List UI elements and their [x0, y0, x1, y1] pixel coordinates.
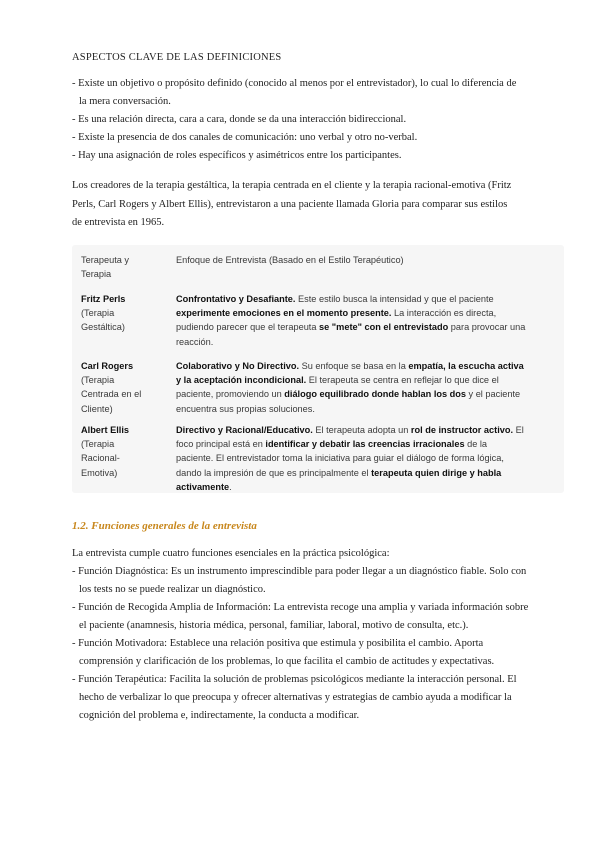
table-cell-approach — [176, 423, 560, 494]
list-item-line: comprensión y clarificación de los problemas, lo que facilita el cambio de actitudes y expectativas. — [79, 656, 495, 667]
therapy-type: (Terapia — [81, 308, 115, 319]
therapist-name: Albert Ellis — [81, 425, 129, 435]
approach-text: foco principal está en — [176, 439, 266, 450]
list-item — [72, 635, 552, 671]
list-item — [72, 599, 552, 635]
approach-bold: empatía, la escucha activa — [408, 361, 524, 371]
section-intro: La entrevista cumple cuatro funciones esenciales en la práctica psicológica: — [72, 548, 390, 559]
approach-text: paciente, promoviendo un — [176, 389, 285, 400]
approach-text: Su enfoque se basa en la — [299, 361, 409, 371]
table-cell-therapist — [81, 423, 159, 480]
list-item-line: - Función Motivadora: Establece una relación positiva que estimula y posibilita el cambio. Aporta — [72, 638, 484, 649]
therapy-type: (Terapia — [81, 439, 115, 450]
paragraph-line: Los creadores de la terapia gestáltica, la terapia centrada en el cliente y la terapia racional-emotiva (Fritz — [72, 180, 512, 191]
table-cell-approach — [176, 292, 560, 349]
therapist-name: Fritz Perls — [81, 294, 126, 304]
therapy-type: (Terapia — [81, 375, 115, 386]
approach-bold: experimente emociones en el momento presente. — [176, 308, 392, 319]
approach-bold: Directivo y Racional/Educativo. — [176, 425, 313, 435]
approach-text: La interacción es directa, — [391, 308, 497, 319]
approach-bold: diálogo equilibrado donde hablan los dos — [284, 389, 466, 400]
list-item-line: - Función Diagnóstica: Es un instrumento imprescindible para poder llegar a un diagnóstico fiable. Solo con — [72, 566, 527, 577]
therapy-type: Racional- — [81, 453, 120, 464]
table-cell-therapist — [81, 359, 159, 416]
list-item-line: hecho de verbalizar lo que preocupa y ofrecer alternativas y estrategias de cambio ayuda a modificar la — [79, 692, 512, 703]
approach-text: paciente. El entrevistador toma la iniciativa para guiar el diálogo de forma lógica, — [176, 453, 504, 464]
approach-text: El — [513, 425, 524, 435]
list-item-line: - Existe un objetivo o propósito definido (conocido al menos por el entrevistador), lo cual lo diferencia de — [72, 78, 517, 89]
approach-bold: terapeuta quien dirige y habla — [371, 467, 502, 478]
table-cell-therapist — [81, 292, 159, 335]
therapist-name: Carl Rogers — [81, 361, 134, 371]
list-item-line: la mera conversación. — [79, 96, 171, 107]
therapy-type: Gestáltica) — [81, 322, 125, 333]
approach-text: para provocar una — [448, 322, 526, 333]
list-item-line: - Función Terapéutica: Facilita la solución de problemas psicológicos mediante la interacción personal. El — [72, 674, 517, 685]
approach-text: Este estilo busca la intensidad y que el paciente — [295, 294, 494, 304]
list-item — [72, 75, 542, 111]
approach-bold: Colaborativo y No Directivo. — [176, 361, 300, 371]
list-item: - Existe la presencia de dos canales de comunicación: uno verbal y otro no-verbal. — [72, 132, 418, 143]
approach-text: . — [229, 481, 232, 492]
key-aspects-list — [72, 75, 542, 165]
approach-text: pudiendo parecer que el terapeuta — [176, 322, 320, 333]
approach-text: El terapeuta se centra en reflejar lo que dice el — [306, 375, 499, 386]
section-title: 1.2. Funciones generales de la entrevista — [72, 520, 257, 532]
functions-list — [72, 563, 552, 725]
list-item: - Hay una asignación de roles específicos y asimétricos entre los participantes. — [72, 150, 402, 161]
therapy-type: Cliente) — [81, 403, 113, 414]
list-item-line: el paciente (anamnesis, historia médica, personal, familiar, laboral, motivo de consulta, etc.). — [79, 620, 469, 631]
approach-bold: activamente — [176, 481, 230, 492]
list-item — [72, 671, 552, 725]
approach-bold: y la aceptación incondicional. — [176, 375, 307, 386]
header-line: Terapia — [81, 269, 112, 280]
table-header-therapist — [81, 253, 159, 281]
list-item: - Es una relación directa, cara a cara, donde se da una interacción bidireccional. — [72, 114, 407, 125]
paragraph-line: de entrevista en 1965. — [72, 217, 165, 228]
table-cell-approach — [176, 359, 560, 416]
approach-text: de la — [464, 439, 488, 450]
approach-text: y el paciente — [466, 389, 521, 400]
intro-paragraph — [72, 177, 534, 233]
list-item-line: cognición del problema e, indirectamente, la conducta a modificar. — [79, 710, 360, 721]
approach-bold: identificar y debatir las creencias irracionales — [265, 439, 465, 450]
approach-bold: Confrontativo y Desafiante. — [176, 294, 296, 304]
approach-text: dando la impresión de que es principalmente el — [176, 467, 372, 478]
header-line: Terapeuta y — [81, 255, 130, 265]
list-item-line: los tests no se puede realizar un diagnóstico. — [79, 584, 266, 595]
list-item-line: - Función de Recogida Amplia de Información: La entrevista recoge una amplia y variada información sobre — [72, 602, 529, 613]
therapy-type: Centrada en el — [81, 389, 142, 400]
approach-text: reacción. — [176, 336, 214, 347]
approach-text: El terapeuta adopta un — [312, 425, 411, 435]
table-header-approach: Enfoque de Entrevista (Basado en el Estilo Terapéutico) — [176, 255, 404, 265]
key-aspects-heading: ASPECTOS CLAVE DE LAS DEFINICIONES — [72, 52, 282, 63]
list-item — [72, 563, 552, 599]
therapy-type: Emotiva) — [81, 467, 118, 478]
approach-text: encuentra sus propias soluciones. — [176, 403, 315, 414]
paragraph-line: Perls, Carl Rogers y Albert Ellis), entrevistaron a una paciente llamada Gloria para comparar sus estilos — [72, 198, 508, 210]
approach-bold: rol de instructor activo. — [410, 425, 514, 435]
approach-bold: se "mete" con el entrevistado — [319, 322, 449, 333]
